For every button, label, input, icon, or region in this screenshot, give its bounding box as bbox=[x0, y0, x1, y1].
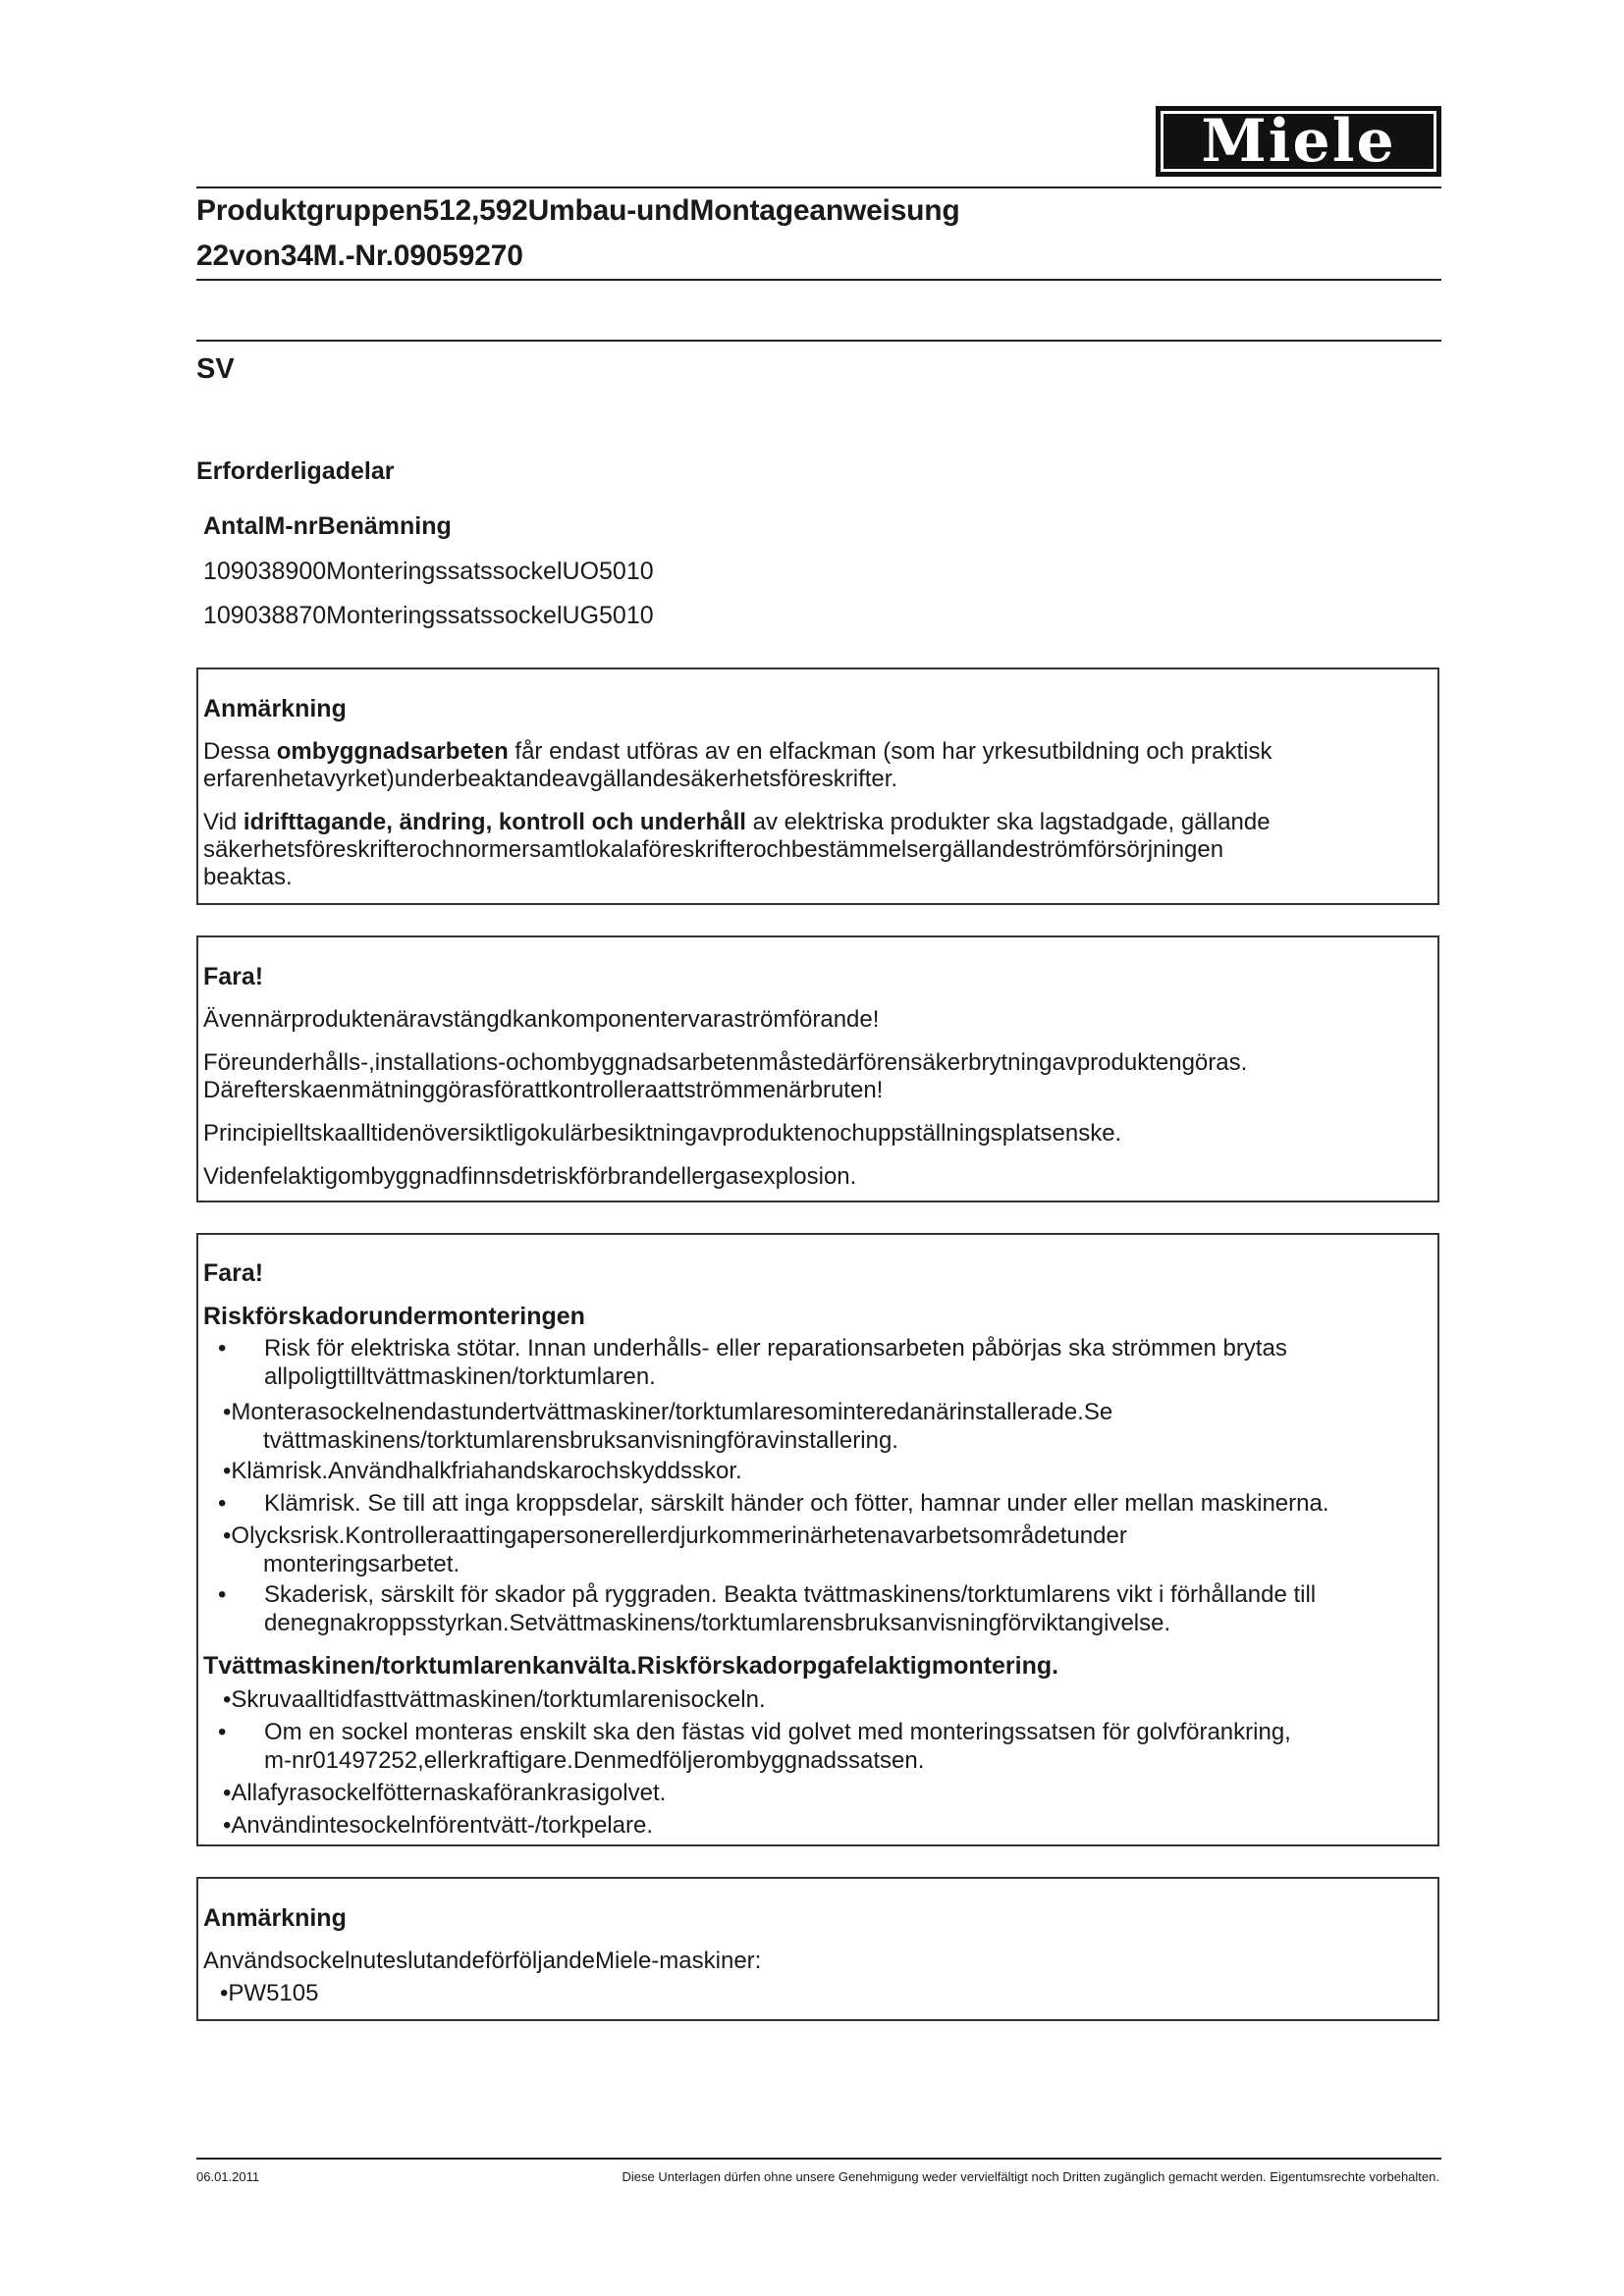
header-rule-bottom bbox=[196, 279, 1441, 281]
language-rule bbox=[196, 340, 1441, 342]
danger-subtitle-2: Tvättmaskinen/torktumlarenkanvälta.Riskförskadorpgafelaktigmontering. bbox=[203, 1652, 1059, 1680]
list-item: •Monterasockelnendastundertvättmaskiner/torktumlaresominteredanärinstallerade.Se tvättmaskinens/torktumlarensbruksanvisningföravinstallering. bbox=[223, 1399, 1113, 1454]
note-paragraph-1: Dessa ombyggnadsarbeten får endast utföras av en elfackman (som har yrkesutbildning och praktisk erfarenhetavyrket)underbeaktandeavgällandesäkerhetsföreskrifter. bbox=[203, 738, 1272, 792]
footer-rule bbox=[196, 2158, 1441, 2160]
list-item: •Användintesockelnförentvätt-/torkpelare. bbox=[223, 1812, 653, 1839]
danger-line: Videnfelaktigombyggnadfinnsdetriskförbrandellergasexplosion. bbox=[203, 1163, 857, 1190]
note-paragraph-2: Vid idrifttagande, ändring, kontroll och underhåll av elektriska produkter ska lagstadgade, gällande säkerhetsföreskrifterochnormersamtlokalaföreskrifterochbestämmelsergällandeströmförsörjningen beaktas. bbox=[203, 809, 1271, 890]
danger-line: Ävennärproduktenäravstängdkankomponentervaraströmförande! bbox=[203, 1006, 880, 1033]
note-line: AnvändsockelnuteslutandeförföljandeMiele-maskiner: bbox=[203, 1948, 762, 1974]
list-item: •Olycksrisk.Kontrolleraattingapersonerellerdjurkommerinärhetenavarbetsområdetunder monteringsarbetet. bbox=[223, 1522, 1127, 1577]
list-item: •Skruvaalltidfasttvättmaskinen/torktumlarenisockeln. bbox=[223, 1686, 766, 1713]
parts-table-header: AntalM-nrBenämning bbox=[203, 512, 452, 540]
list-item: •PW5105 bbox=[220, 1980, 319, 2006]
parts-table-row: 109038870MonteringssatssockelUG5010 bbox=[203, 602, 654, 629]
language-code: SV bbox=[196, 353, 235, 385]
danger-line: Principielltskaalltidenöversiktligokulärbesiktningavproduktenochuppställningsplatsenske. bbox=[203, 1120, 1122, 1147]
list-item: •Allafyrasockelfötternaskaförankrasigolvet. bbox=[223, 1780, 667, 1806]
parts-table-row: 109038900MonteringssatssockelUO5010 bbox=[203, 558, 654, 585]
danger-subtitle: Riskförskadorundermonteringen bbox=[203, 1303, 585, 1330]
parts-heading: Erforderligadelar bbox=[196, 457, 395, 485]
danger-title: Fara! bbox=[203, 1259, 264, 1287]
note-title: Anmärkning bbox=[203, 1904, 347, 1932]
miele-logo bbox=[1156, 106, 1441, 177]
logo-text: Miele bbox=[1201, 107, 1396, 176]
note-title: Anmärkning bbox=[203, 695, 347, 722]
document-title: Produktgruppen512,592Umbau-undMontageanweisung bbox=[196, 194, 960, 227]
document-subtitle: 22von34M.-Nr.09059270 bbox=[196, 240, 523, 272]
danger-line: Föreunderhålls-,installations-ochombyggnadsarbetenmåstedärförensäkerbrytningavproduktengöras. Därefterskaenmätninggörasförattkontrolleraattströmmenärbruten! bbox=[203, 1049, 1248, 1103]
footer-copyright-notice: Diese Unterlagen dürfen ohne unsere Genehmigung weder vervielfältigt noch Dritten zugänglich gemacht werden. Eigentumsrechte vorbehalten. bbox=[622, 2169, 1439, 2184]
header-rule-top bbox=[196, 187, 1441, 188]
footer-date: 06.01.2011 bbox=[196, 2169, 260, 2184]
danger-title: Fara! bbox=[203, 963, 264, 990]
list-item: •Klämrisk.Användhalkfriahandskarochskyddsskor. bbox=[223, 1458, 742, 1484]
